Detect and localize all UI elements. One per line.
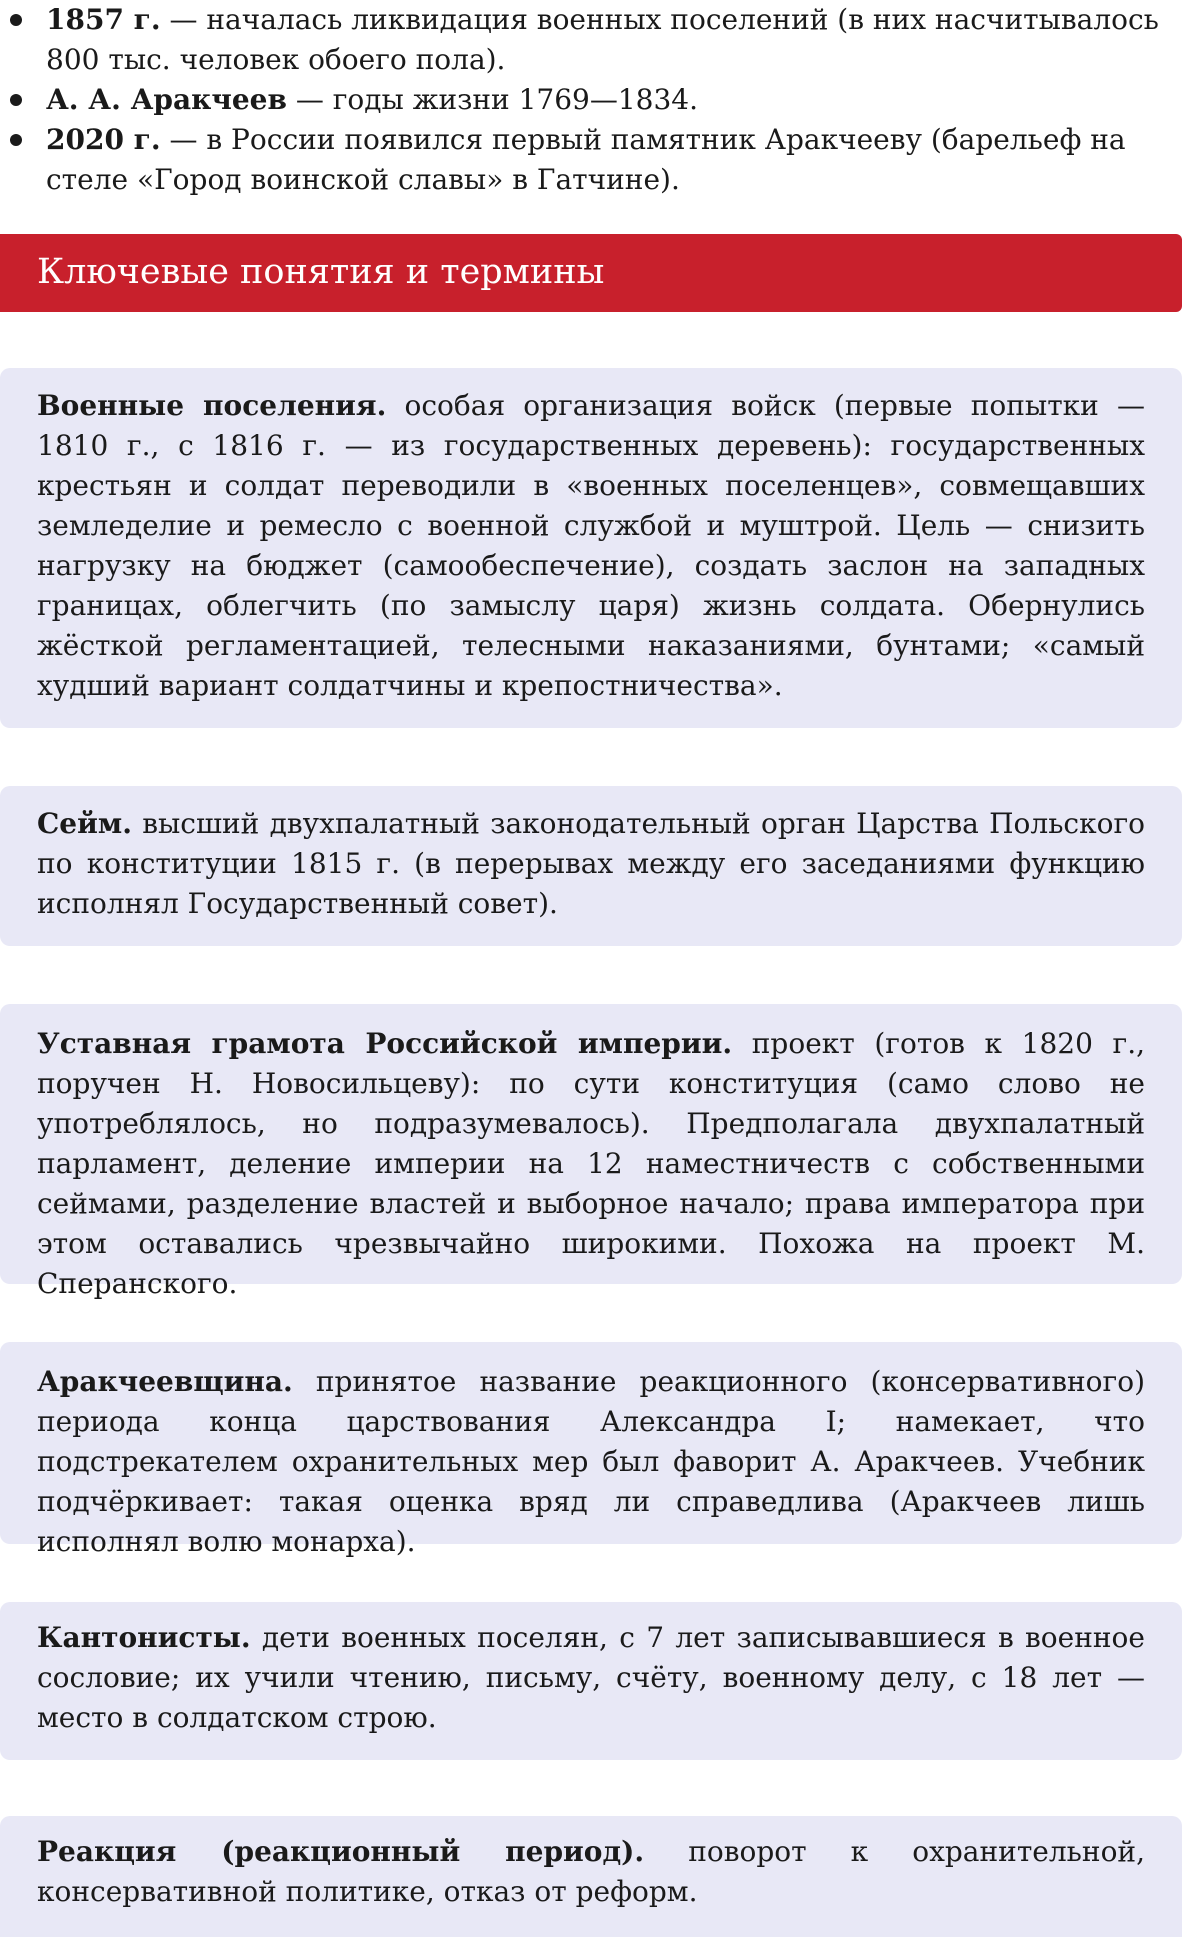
fact-term: А. А. Аракчеев [46,83,287,116]
term-card [0,1342,1182,1558]
term-definition: принятое название реакционного (консервативного) периода конца царствования Александра I; намекает, что подстрекателем охранительных мер был фаворит А. Аракчеев. Учебник подчёркивает: такая оценка вряд ли справедлива (Аракчеев лишь исполнял волю монарха). [37,1365,1145,1558]
key-facts-list [0,0,1182,200]
term-card [0,368,1182,728]
term-paragraph [37,1618,1145,1738]
term-name: Реакция (реакционный период). [37,1835,645,1868]
term-paragraph [37,1832,1145,1912]
section-title: Ключевые понятия и термины [37,252,605,292]
term-definition: поворот к охранительной, консервативной политике, отказ от реформ. [37,1835,1145,1908]
fact-text: — началась ликвидация военных поселений (в них насчитывалось 800 тыс. человек обоего пола). [46,3,1159,76]
term-name: Сейм. [37,807,132,840]
fact-item [0,80,1182,120]
term-paragraph [37,1024,1145,1304]
term-paragraph [37,386,1145,706]
term-card [0,1816,1182,1937]
section-header [0,234,1182,312]
term-name: Военные поселения. [37,389,387,422]
fact-text: — годы жизни 1769—1834. [286,83,699,116]
term-definition: особая организация войск (первые попытки — 1810 г., с 1816 г. — из государственных деревень): государственных крестьян и солдат переводили в «военных поселенцев», совмещавших земледелие и ремесло с военной службой и муштрой. Цель — снизить нагрузку на бюджет (самообеспечение), создать заслон на западных границах, облегчить (по замыслу царя) жизнь солдата. Обернулись жёсткой регламентацией, телесными наказаниями, бунтами; «самый худший вариант солдатчины и крепостничества». [37,389,1146,702]
term-name: Аракчеевщина. [37,1365,293,1398]
fact-item [0,0,1182,80]
term-card [0,1004,1182,1300]
term-definition: проект (готов к 1820 г., поручен Н. Новосильцеву): по сути конституция (само слово не употреблялось, но подразумевалось). Предполагала двухпалатный парламент, деление империи на 12 наместничеств с собственными сеймами, разделение властей и выборное начало; права императора при этом оставались чрезвычайно широкими. Похожа на проект М. Сперанского. [37,1027,1146,1300]
fact-term: 1857 г. [46,3,161,36]
bullet-icon [10,134,22,146]
term-name: Кантонисты. [37,1621,251,1654]
term-definition: дети военных поселян, с 7 лет записывавшиеся в военное сословие; их учили чтению, письму, счёту, военному делу, с 18 лет — место в солдатском строю. [37,1621,1145,1734]
term-paragraph [37,804,1145,924]
bullet-icon [10,94,22,106]
fact-term: 2020 г. [46,123,161,156]
term-definition: высший двухпалатный законодательный орган Царства Польского по конституции 1815 г. (в перерывах между его заседаниями функцию исполнял Государственный совет). [37,807,1145,920]
fact-text: — в России появился первый памятник Аракчееву (барельеф на стеле «Город воинской славы» в Гатчине). [46,123,1126,196]
term-name: Уставная грамота Российской империи. [37,1027,733,1060]
term-card [0,1602,1182,1760]
bullet-icon [10,14,22,26]
term-paragraph [37,1362,1145,1562]
fact-item [0,120,1182,200]
term-card [0,786,1182,946]
